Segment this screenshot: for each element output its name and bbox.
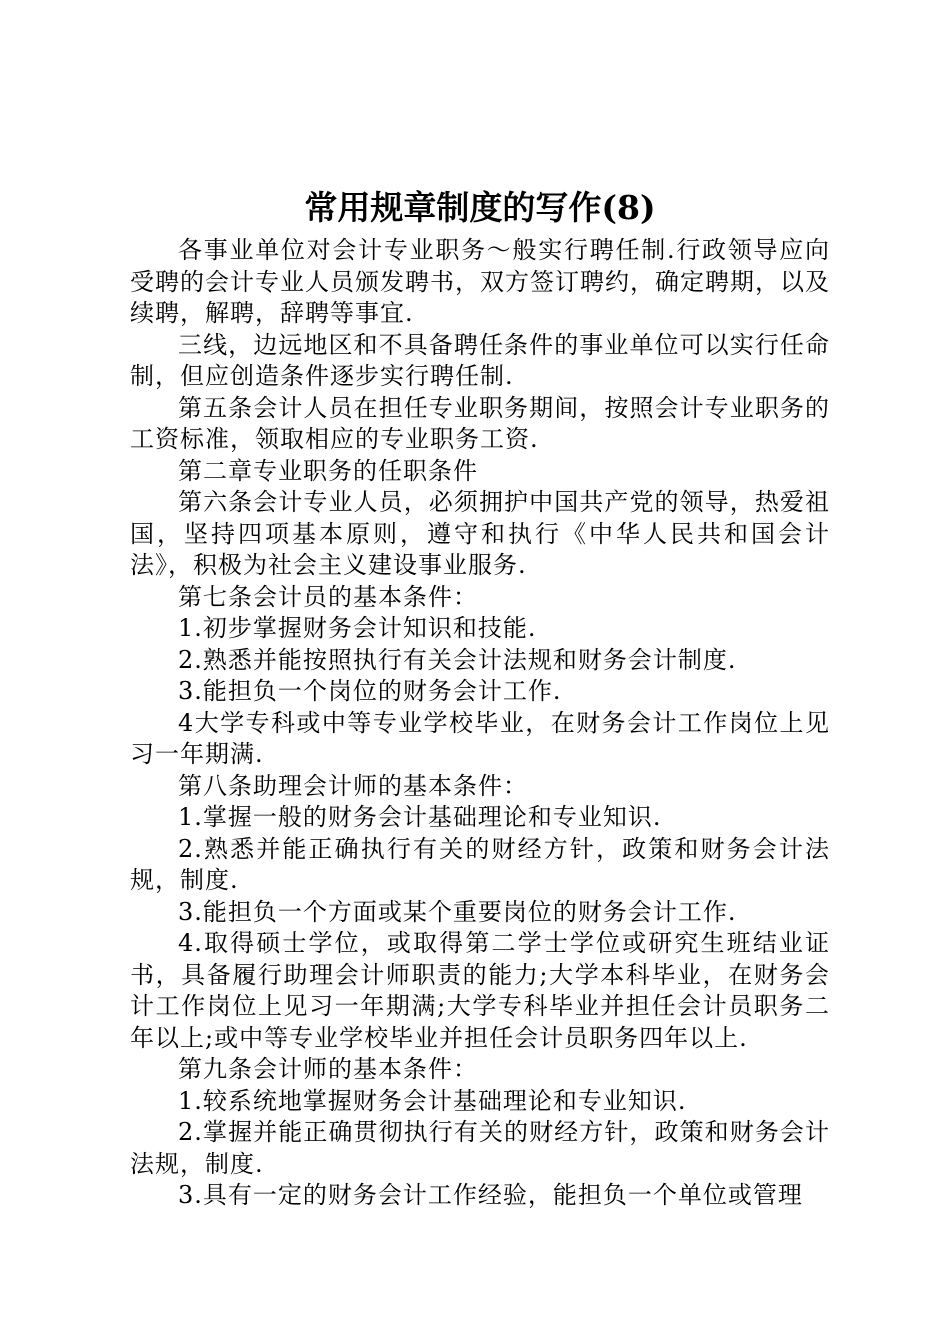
list-item: 3.能担负一个岗位的财务会计工作. [178, 677, 562, 705]
list-item: 3.具有一定的财务会计工作经验，能担负一个单位或管理 [178, 1181, 803, 1209]
list-item: 2.熟悉并能按照执行有关会计法规和财务会计制度. [178, 645, 737, 674]
list-item: 2.掌握并能正确贯彻执行有关的财经方针，政策和财务会计法规，制度. [130, 1118, 830, 1178]
document-body [130, 235, 830, 1212]
chapter-heading: 第二章专业职务的任职条件 [178, 456, 478, 485]
list-item: 2.熟悉并能正确执行有关的财经方针，政策和财务会计法规，制度. [130, 834, 830, 894]
article-heading: 第九条会计师的基本条件： [178, 1055, 478, 1083]
paragraph: 第六条会计专业人员，必须拥护中国共产党的领导，热爱祖国，坚持四项基本原则，遵守和执行《中华人民共和国会计法》，积极为社会主义建设事业服务. [130, 488, 830, 579]
list-item: 3.能担负一个方面或某个重要岗位的财务会计工作. [178, 897, 737, 926]
article-heading: 第七条会计员的基本条件： [178, 582, 478, 611]
paragraph: 各事业单位对会计专业职务～般实行聘任制.行政领导应向受聘的会计专业人员颁发聘书，双方签订聘约，确定聘期，以及续聘，解聘，辞聘等事宜. [130, 236, 830, 327]
paragraph: 第五条会计人员在担任专业职务期间，按照会计专业职务的工资标准，领取相应的专业职务工资. [130, 393, 830, 453]
paragraph: 三线，边远地区和不具备聘任条件的事业单位可以实行任命制，但应创造条件逐步实行聘任制. [130, 330, 830, 390]
list-item: 1.初步掌握财务会计知识和技能. [178, 614, 537, 642]
list-item: 4大学专科或中等专业学校毕业，在财务会计工作岗位上见习一年期满. [130, 708, 830, 768]
document-title: 常用规章制度的写作(8) [304, 188, 656, 227]
article-heading: 第八条助理会计师的基本条件： [178, 771, 528, 800]
list-item: 4.取得硕士学位，或取得第二学士学位或研究生班结业证书，具备履行助理会计师职责的能力;大学本科毕业，在财务会计工作岗位上见习一年期满;大学专科毕业并担任会计员职务二年以上;或中等专业学校毕业并担任会计员职务四年以上. [130, 929, 830, 1052]
list-item: 1.掌握一般的财务会计基础理论和专业知识. [178, 803, 662, 831]
list-item: 1.较系统地掌握财务会计基础理论和专业知识. [178, 1086, 687, 1115]
